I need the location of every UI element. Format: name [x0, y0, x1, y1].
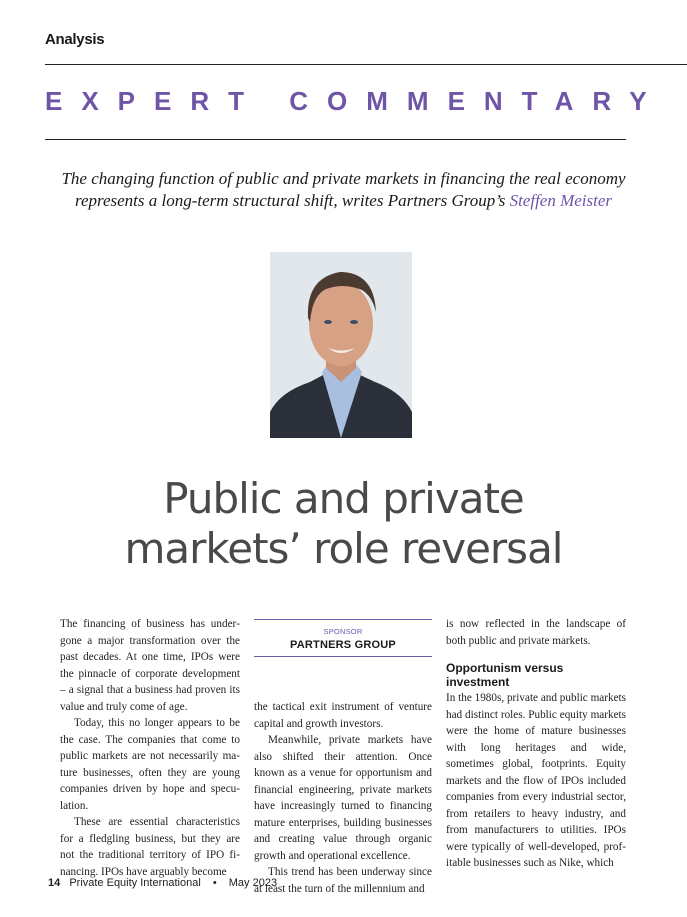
standfirst: [40, 168, 647, 212]
paragraph: the tactical exit instrument of venture capital and growth investors.: [254, 701, 432, 730]
sponsor-name: PARTNERS GROUP: [290, 639, 396, 651]
body-column-2: [254, 699, 432, 897]
headline-line-1: Public and private: [163, 474, 524, 523]
body-column-1: [60, 616, 240, 880]
sponsor-label: SPONSOR: [323, 627, 363, 636]
body-column-3: [446, 616, 626, 872]
paragraph: In the 1980s, private and public markets had distinct roles. Public equity markets were the home of mature businesses with long heritages and wide, sometimes global, footprints. Equity markets and the flow of IPOs included companies from every industrial sector, from retailers to heavy industry, and from manufacturers to utilities. IPOs were typically of well-developed, profitable businesses such as Nike, which: [446, 692, 626, 869]
standfirst-line-1: The changing function of public and private markets in financing the real economy: [61, 169, 626, 188]
paragraph: This trend has been underway since at least the turn of the millennium and: [254, 866, 432, 895]
standfirst-line-2-text: represents a long-term structural shift, writes Partners Group’s: [74, 191, 510, 210]
paragraph: Meanwhile, private markets have also shifted their attention. Once known as a venue for opportunism and financial engineering, private markets have increasingly turned to financing mature enterprises, building businesses and creating value through organic growth and operational excellence.: [254, 734, 432, 862]
paragraph: Today, this no longer appears to be the case. The companies that come to public markets are not necessarily mature businesses, often they are young companies driven by hope and speculation.: [60, 717, 240, 812]
kicker-rule: [45, 139, 626, 140]
sponsor-box: [254, 619, 432, 657]
page-number: 14: [48, 877, 61, 889]
page-footer: [48, 877, 277, 889]
article-headline: [60, 474, 627, 574]
paragraph: The financing of business has undergone a major transformation over the past decades. At one time, IPOs were the pinnacle of corporate development – a signal that a business had proven its value and truly come of age.: [60, 618, 240, 713]
paragraph: These are essential characteristics for a fledgling business, but they are not the traditional territory of IPO financing. IPOs have arguably become: [60, 816, 240, 878]
headline-line-2: markets’ role reversal: [124, 524, 563, 573]
subheading: Opportunism versus investment: [446, 661, 564, 689]
portrait-illustration: [270, 252, 412, 438]
standfirst-line-2: [40, 190, 647, 212]
paragraph: is now reflected in the landscape of both public and private markets.: [446, 618, 626, 647]
kicker-title: EXPERT COMMENTARY: [45, 86, 666, 116]
author-portrait: [270, 252, 412, 438]
header-rule: [45, 64, 687, 65]
issue-date: May 2023: [228, 877, 278, 889]
publication-name: Private Equity International: [69, 877, 201, 889]
bullet-separator: •: [212, 877, 217, 889]
section-label: Analysis: [45, 31, 105, 48]
author-name: Steffen Meister: [509, 191, 613, 210]
